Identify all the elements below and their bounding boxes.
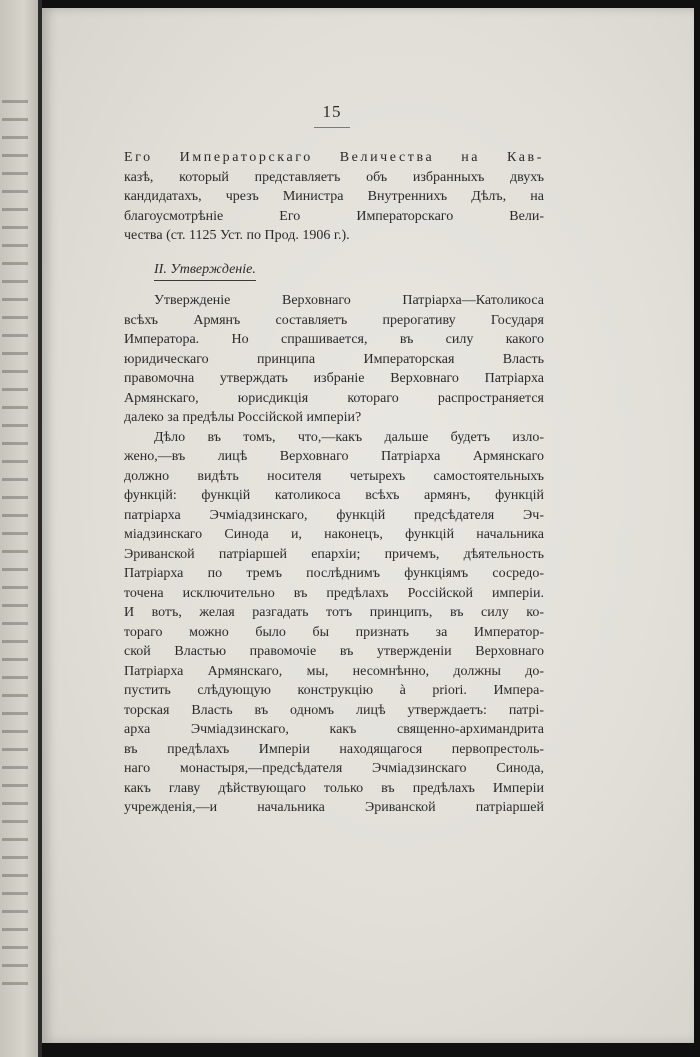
text-line: наго монастыря,—предсѣдателя Эчміадзинскаго Синода, [124, 761, 544, 776]
page-number: 15 [322, 102, 342, 121]
text-line: Армянскаго, юрисдикція котораго распространяется [124, 390, 544, 406]
text-line: всѣхъ Армянъ составляетъ прерогативу Государя [124, 312, 544, 328]
previous-page-edge [0, 0, 40, 1057]
text-line: ской Властью правомочіе въ утвержденіи Верховнаго [124, 644, 544, 659]
text-line: правомочна утверждать избраніе Верховнаго Патріарха [124, 371, 544, 386]
text-line: благоусмотрѣніе Его Императорскаго Вели- [124, 208, 544, 224]
text-line: Дѣло въ томъ, что,—какъ дальше будетъ изло- [154, 429, 544, 445]
text-line: міадзинскаго Синода и, наконецъ, функцій начальника [124, 527, 544, 542]
page-number-rule [314, 127, 350, 128]
text-line: арха Эчміадзинскаго, какъ священно-архимандрита [124, 722, 544, 737]
text-line: Его Императорскаго Величества на Кав- [124, 150, 544, 165]
text-line: въ предѣлахъ Имперіи находящагося первопрестоль- [124, 741, 544, 757]
text-line: Эриванской патріаршей епархіи; причемъ, дѣятельность [124, 546, 544, 562]
text-line: Патріарха Армянскаго, мы, несомнѣнно, должны до- [124, 663, 544, 679]
text-line: жено,—въ лицѣ Верховнаго Патріарха Армянскаго [124, 449, 544, 464]
text-line: учрежденія,—и начальника Эриванской патріаршей [124, 800, 544, 815]
text-line: какъ главу дѣйствующаго только въ предѣлахъ Имперіи [124, 780, 544, 796]
section-heading: II. Утвержденіе. [154, 260, 256, 282]
text-line: пустить слѣдующую конструкцію à priori. Импера- [124, 683, 544, 698]
text-line: юридическаго принципа Императорская Власть [124, 351, 544, 367]
text-line: далеко за предѣлы Россійской имперіи? [124, 410, 362, 425]
text-line: точена исключительно въ предѣлахъ Россійской имперіи. [124, 585, 544, 601]
text-line: должно видѣть носителя четырехъ самостоятельныхъ [124, 468, 544, 484]
text-line: И вотъ, желая разгадать тотъ принципъ, въ силу ко- [124, 605, 544, 620]
text-line: Утвержденіе Верховнаго Патріарха—Католикоса [154, 293, 544, 308]
text-line: Патріарха по тремъ послѣднимъ функціямъ сосредо- [124, 566, 544, 581]
text-line: кандидатахъ, чрезъ Министра Внутреннихъ Дѣлъ, на [124, 189, 544, 204]
text-line: патріарха Эчміадзинскаго, функцій предсѣдателя Эч- [124, 507, 544, 523]
body-text [124, 148, 544, 818]
text-line: торская Власть въ одномъ лицѣ утверждаетъ: патрі- [124, 702, 544, 718]
text-line: чества (ст. 1125 Уст. по Прод. 1906 г.). [124, 228, 350, 243]
text-line: функцій: функцій католикоса всѣхъ армянъ, функцій [124, 488, 544, 503]
text-line: казѣ, который представляетъ объ избранныхъ двухъ [124, 169, 544, 185]
previous-page-text-fragments [2, 100, 28, 1000]
text-line: Императора. Но спрашивается, въ силу какого [124, 332, 544, 347]
book-page [42, 8, 694, 1043]
section-heading-wrap [124, 260, 544, 282]
text-line: тораго можно было бы признать за Император- [124, 624, 544, 640]
